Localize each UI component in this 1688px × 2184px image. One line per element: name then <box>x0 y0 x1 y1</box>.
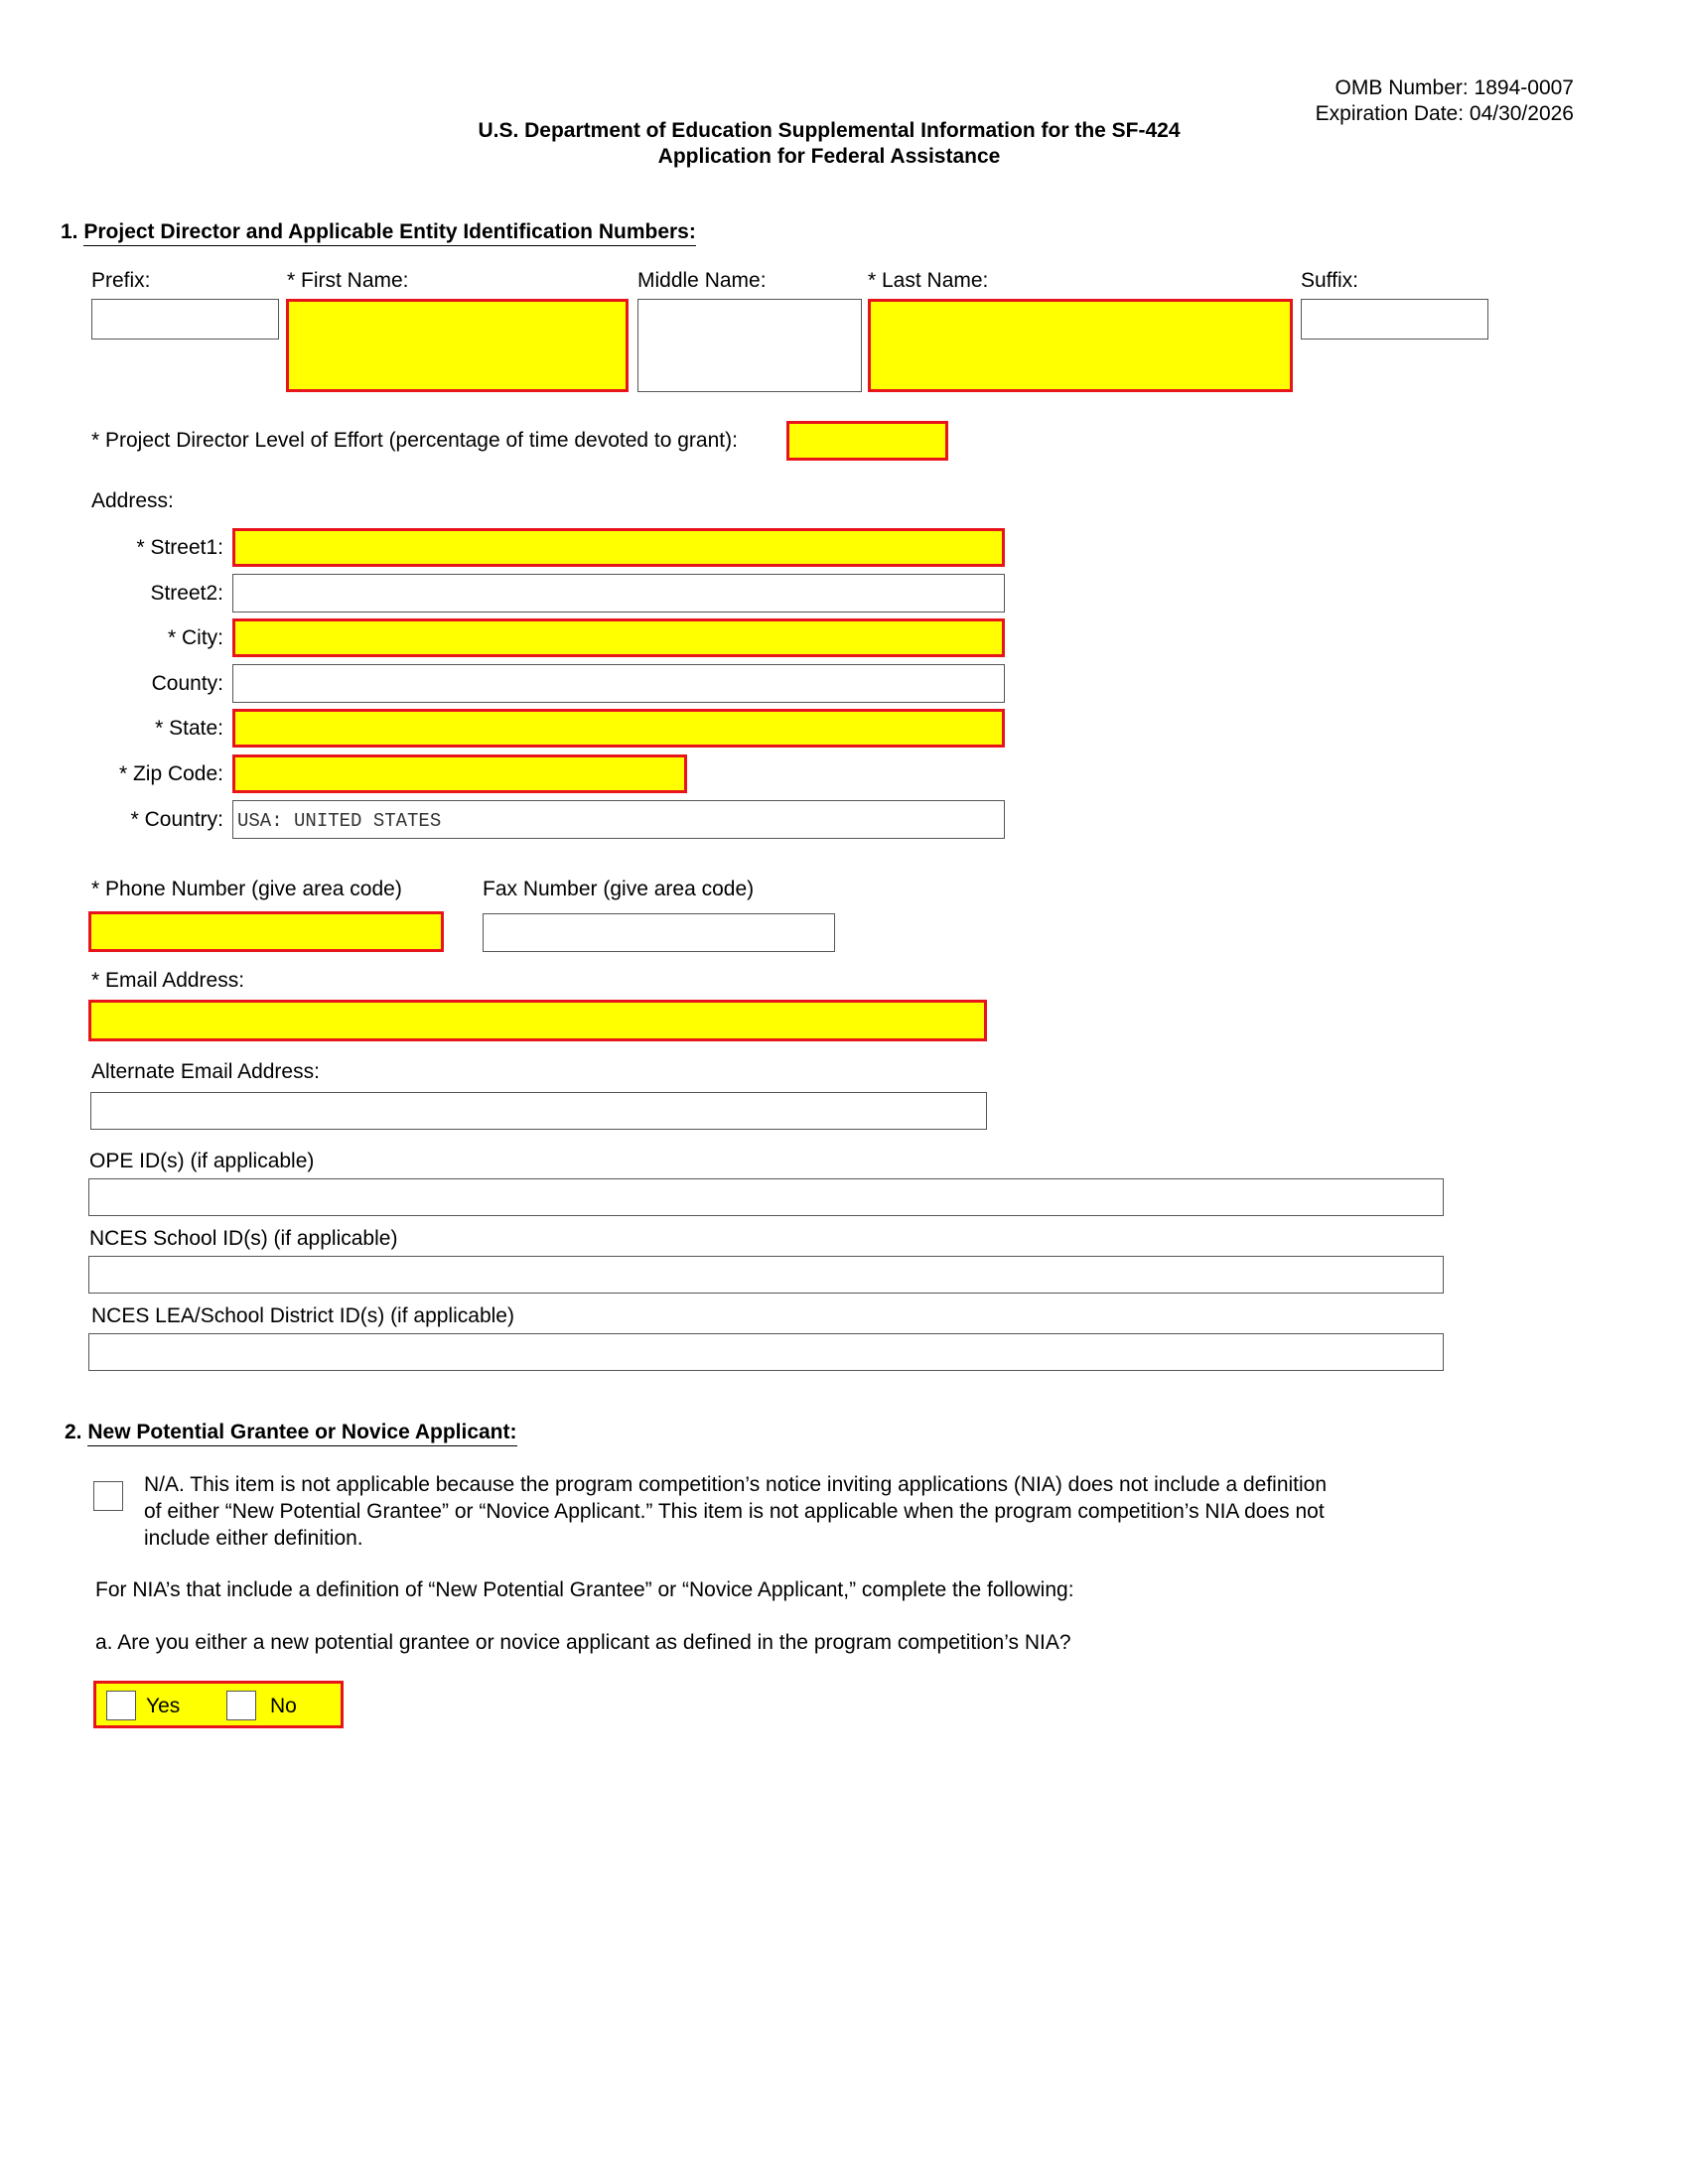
street2-input[interactable] <box>232 574 1005 613</box>
address-label: Address: <box>91 489 174 512</box>
nia-instructions: For NIA’s that include a definition of “New Potential Grantee” or “Novice Applicant,” complete the following: <box>95 1578 1074 1601</box>
street1-label: * Street1: <box>136 536 223 559</box>
section2-heading <box>65 1420 517 1445</box>
city-label: * City: <box>167 626 223 649</box>
zip-input[interactable] <box>232 754 687 793</box>
email-label: * Email Address: <box>91 969 245 992</box>
fax-label: Fax Number (give area code) <box>483 878 755 900</box>
section1-heading <box>61 219 696 245</box>
form-title-line2: Application for Federal Assistance <box>657 145 1001 168</box>
suffix-label: Suffix: <box>1301 269 1358 292</box>
omb-number: OMB Number: 1894-0007 <box>1335 76 1574 99</box>
county-input[interactable] <box>232 664 1005 703</box>
section2-title: New Potential Grantee or Novice Applicant: <box>87 1421 516 1446</box>
phone-label: * Phone Number (give area code) <box>91 878 402 900</box>
na-description <box>144 1471 1435 1552</box>
state-label: * State: <box>155 717 223 740</box>
yes-no-group <box>93 1681 344 1728</box>
zip-label: * Zip Code: <box>118 762 223 785</box>
phone-input[interactable] <box>88 911 444 952</box>
nces-school-id-input[interactable] <box>88 1256 1444 1294</box>
question-a: a. Are you either a new potential grantee or novice applicant as defined in the program competition’s NIA? <box>95 1631 1071 1654</box>
form-title <box>298 118 1360 170</box>
no-label: No <box>270 1695 297 1717</box>
middle-name-input[interactable] <box>637 299 862 392</box>
first-name-input[interactable] <box>286 299 629 392</box>
no-checkbox[interactable] <box>226 1691 256 1720</box>
state-input[interactable] <box>232 709 1005 748</box>
ope-id-input[interactable] <box>88 1178 1444 1216</box>
section2-number: 2. <box>65 1421 82 1443</box>
nces-school-id-label: NCES School ID(s) (if applicable) <box>89 1227 398 1250</box>
na-line-1: N/A. This item is not applicable because the program competition’s notice inviting applications (NIA) does not include a definition <box>144 1473 1328 1496</box>
last-name-label: * Last Name: <box>868 269 989 292</box>
prefix-label: Prefix: <box>91 269 151 292</box>
street1-input[interactable] <box>232 528 1005 567</box>
na-checkbox[interactable] <box>93 1481 123 1511</box>
country-label: * Country: <box>130 808 223 831</box>
first-name-label: * First Name: <box>287 269 409 292</box>
yes-label: Yes <box>146 1695 181 1717</box>
email-input[interactable] <box>88 1000 987 1041</box>
nces-lea-id-input[interactable] <box>88 1333 1444 1371</box>
country-select[interactable] <box>232 800 1005 839</box>
section1-number: 1. <box>61 220 78 243</box>
suffix-input[interactable] <box>1301 299 1488 340</box>
street2-label: Street2: <box>150 582 223 605</box>
county-label: County: <box>151 672 223 695</box>
last-name-input[interactable] <box>868 299 1293 392</box>
alt-email-input[interactable] <box>90 1092 987 1130</box>
section1-title: Project Director and Applicable Entity Identification Numbers: <box>83 220 696 246</box>
na-line-2: of either “New Potential Grantee” or “Novice Applicant.” This item is not applicable when the program competition’s NIA does not <box>144 1500 1325 1523</box>
alt-email-label: Alternate Email Address: <box>91 1060 320 1083</box>
nces-lea-id-label: NCES LEA/School District ID(s) (if applicable) <box>91 1304 514 1327</box>
na-line-3: include either definition. <box>144 1527 363 1550</box>
city-input[interactable] <box>232 618 1005 657</box>
expiration-date: Expiration Date: 04/30/2026 <box>1315 102 1574 125</box>
form-title-line1: U.S. Department of Education Supplemental Information for the SF-424 <box>478 119 1181 142</box>
yes-checkbox[interactable] <box>106 1691 136 1720</box>
ope-id-label: OPE ID(s) (if applicable) <box>89 1150 315 1172</box>
level-of-effort-input[interactable] <box>786 421 948 461</box>
prefix-input[interactable] <box>91 299 279 340</box>
level-of-effort-label: * Project Director Level of Effort (percentage of time devoted to grant): <box>91 429 738 452</box>
fax-input[interactable] <box>483 913 835 952</box>
country-value: USA: UNITED STATES <box>237 810 442 832</box>
middle-name-label: Middle Name: <box>637 269 767 292</box>
